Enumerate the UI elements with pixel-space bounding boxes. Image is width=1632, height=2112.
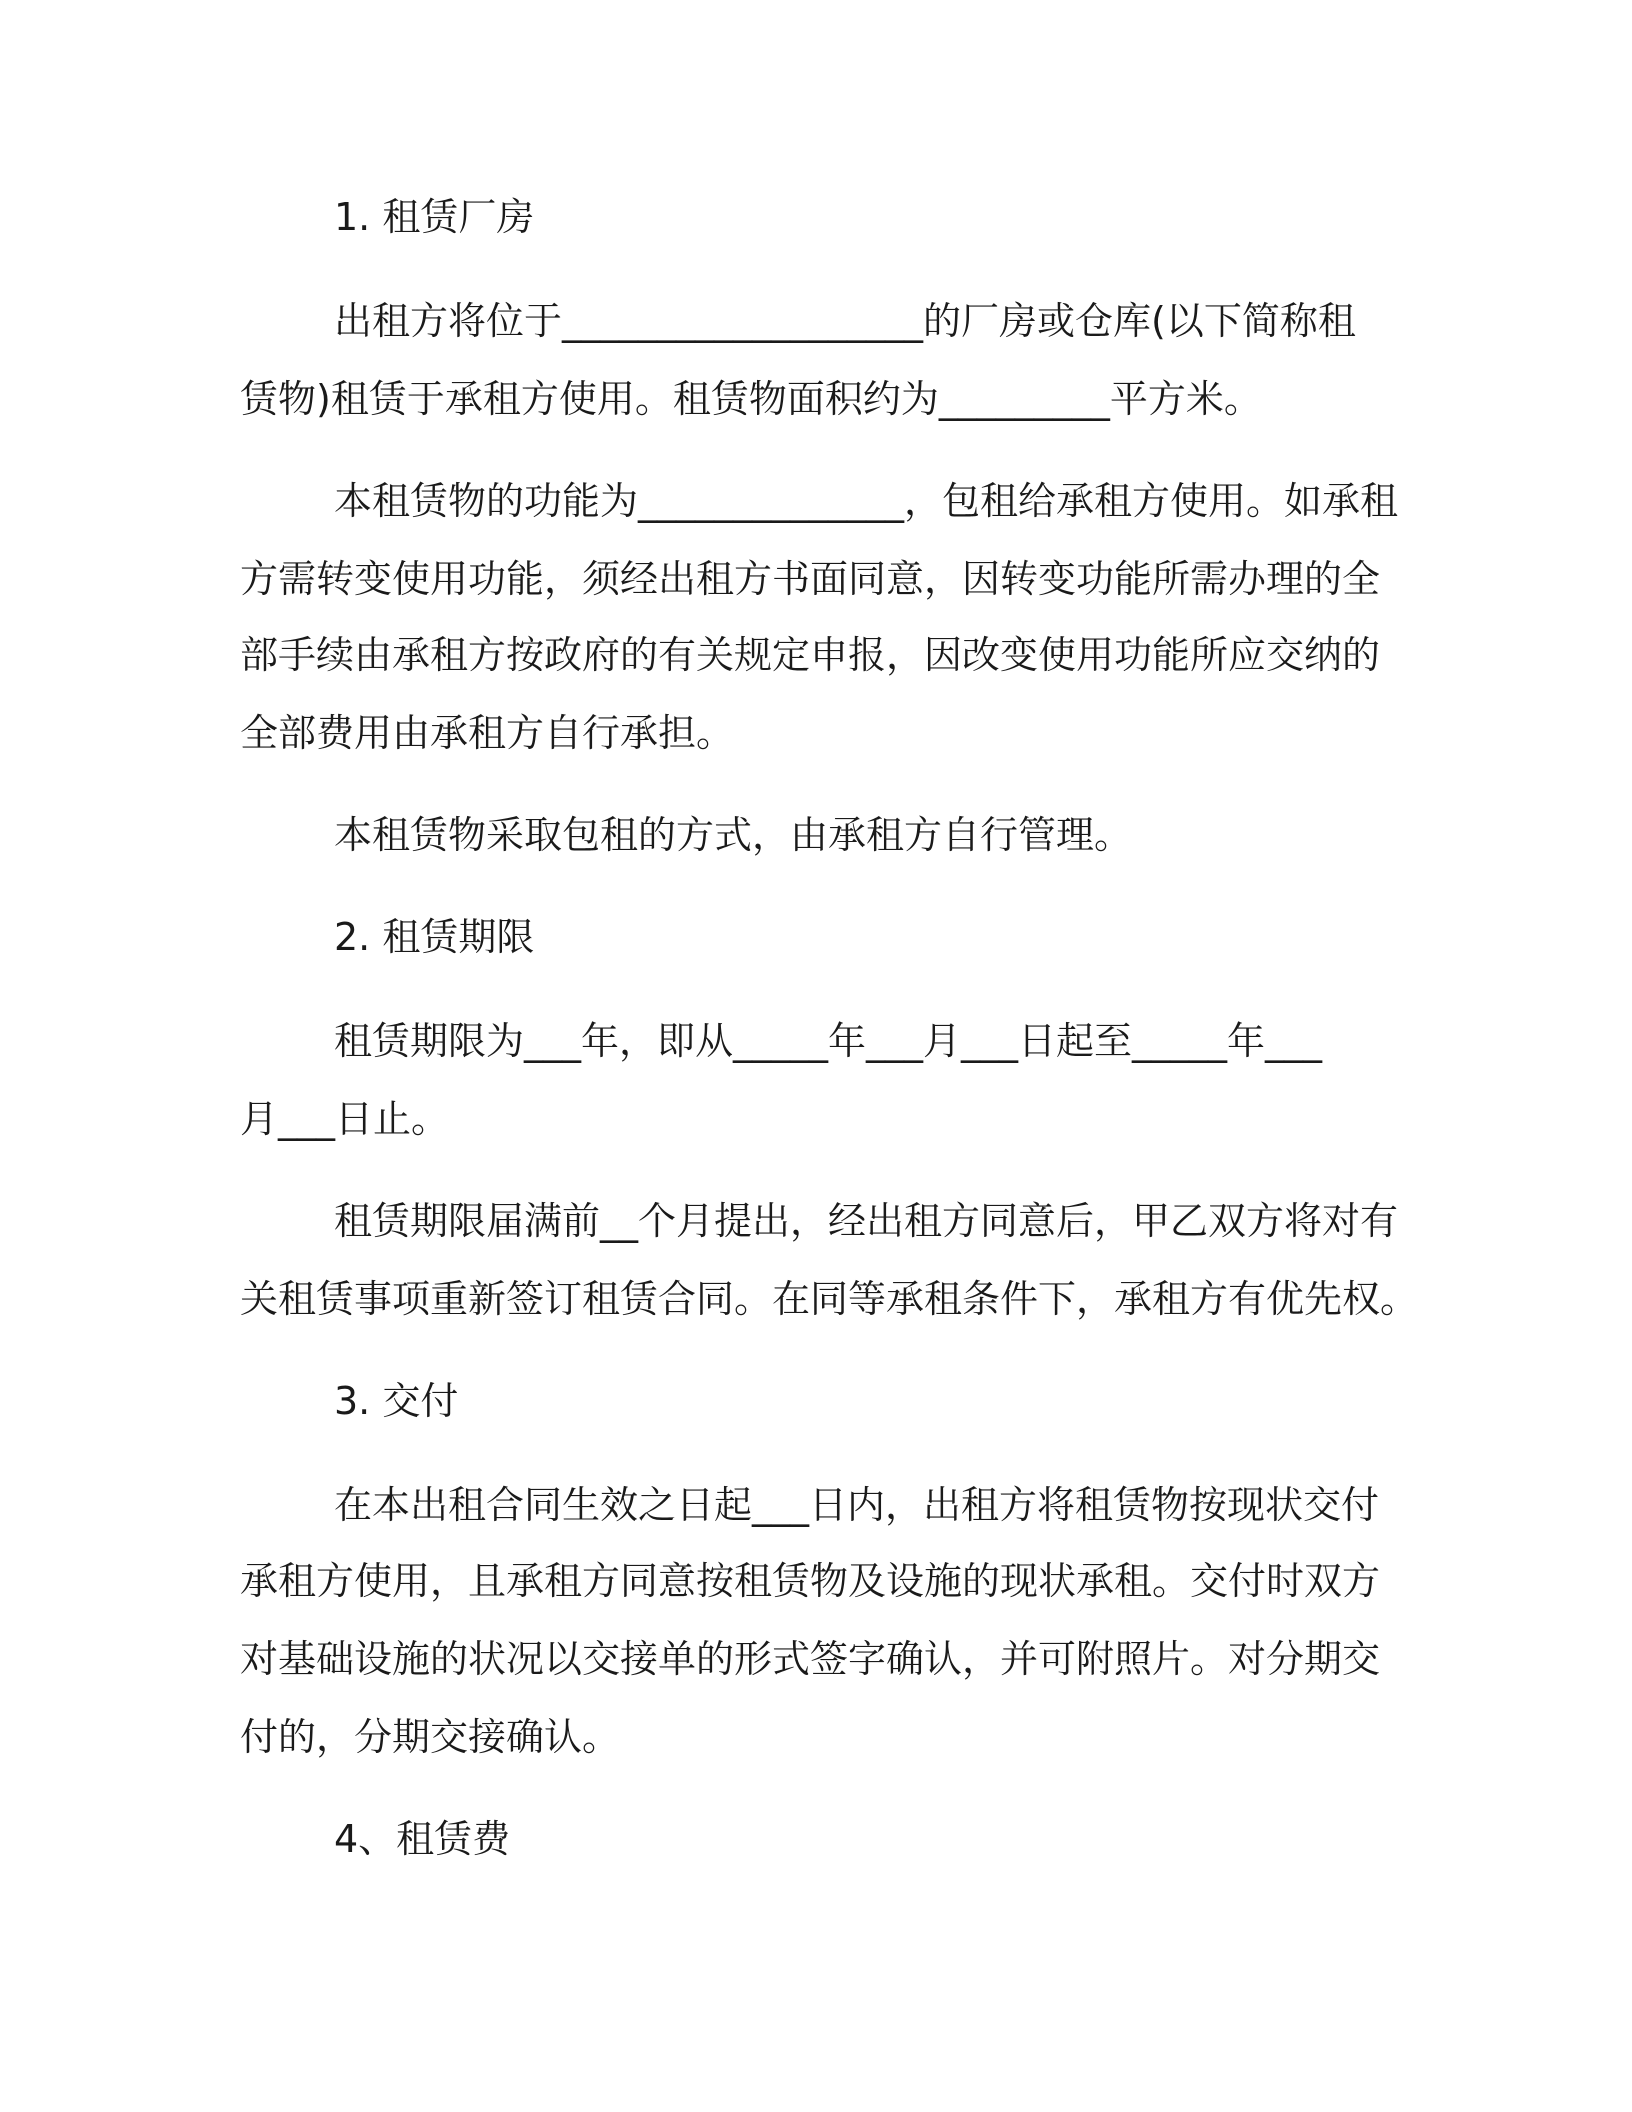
paragraph-line: 方需转变使用功能，须经出租方书面同意，因转变功能所需办理的全 [240,557,1381,601]
paragraph-line: 对基础设施的状况以交接单的形式签字确认，并可附照片。对分期交 [240,1637,1381,1681]
paragraph-line: 在本出租合同生效之日起___日内，出租方将租赁物按现状交付 [334,1483,1380,1527]
paragraph-line: 本租赁物采取包租的方式，由承租方自行管理。 [334,813,1133,857]
paragraph-line: 租赁期限届满前__个月提出，经出租方同意后，甲乙双方将对有 [334,1199,1399,1243]
paragraph-line: 出租方将位于___________________的厂房或仓库(以下简称租 [334,299,1356,343]
section-heading-4: 4、租赁费 [334,1817,511,1861]
paragraph-line: 承租方使用，且承租方同意按租赁物及设施的现状承租。交付时双方 [240,1559,1381,1603]
section-heading-2: 2. 租赁期限 [334,915,535,959]
section-heading-1: 1. 租赁厂房 [334,195,535,239]
paragraph-line: 付的，分期交接确认。 [240,1715,621,1759]
paragraph-line: 月___日止。 [240,1097,450,1141]
paragraph-line: 赁物)租赁于承租方使用。租赁物面积约为_________平方米。 [240,377,1262,421]
paragraph-line: 租赁期限为___年，即从_____年___月___日起至_____年___ [334,1019,1323,1063]
paragraph-line: 全部费用由承租方自行承担。 [240,711,735,755]
paragraph-line: 本租赁物的功能为______________，包租给承租方使用。如承租 [334,479,1399,523]
paragraph-line: 关租赁事项重新签订租赁合同。在同等承租条件下，承租方有优先权。 [240,1277,1419,1321]
section-heading-3: 3. 交付 [334,1379,459,1423]
paragraph-line: 部手续由承租方按政府的有关规定申报，因改变使用功能所应交纳的 [240,633,1381,677]
